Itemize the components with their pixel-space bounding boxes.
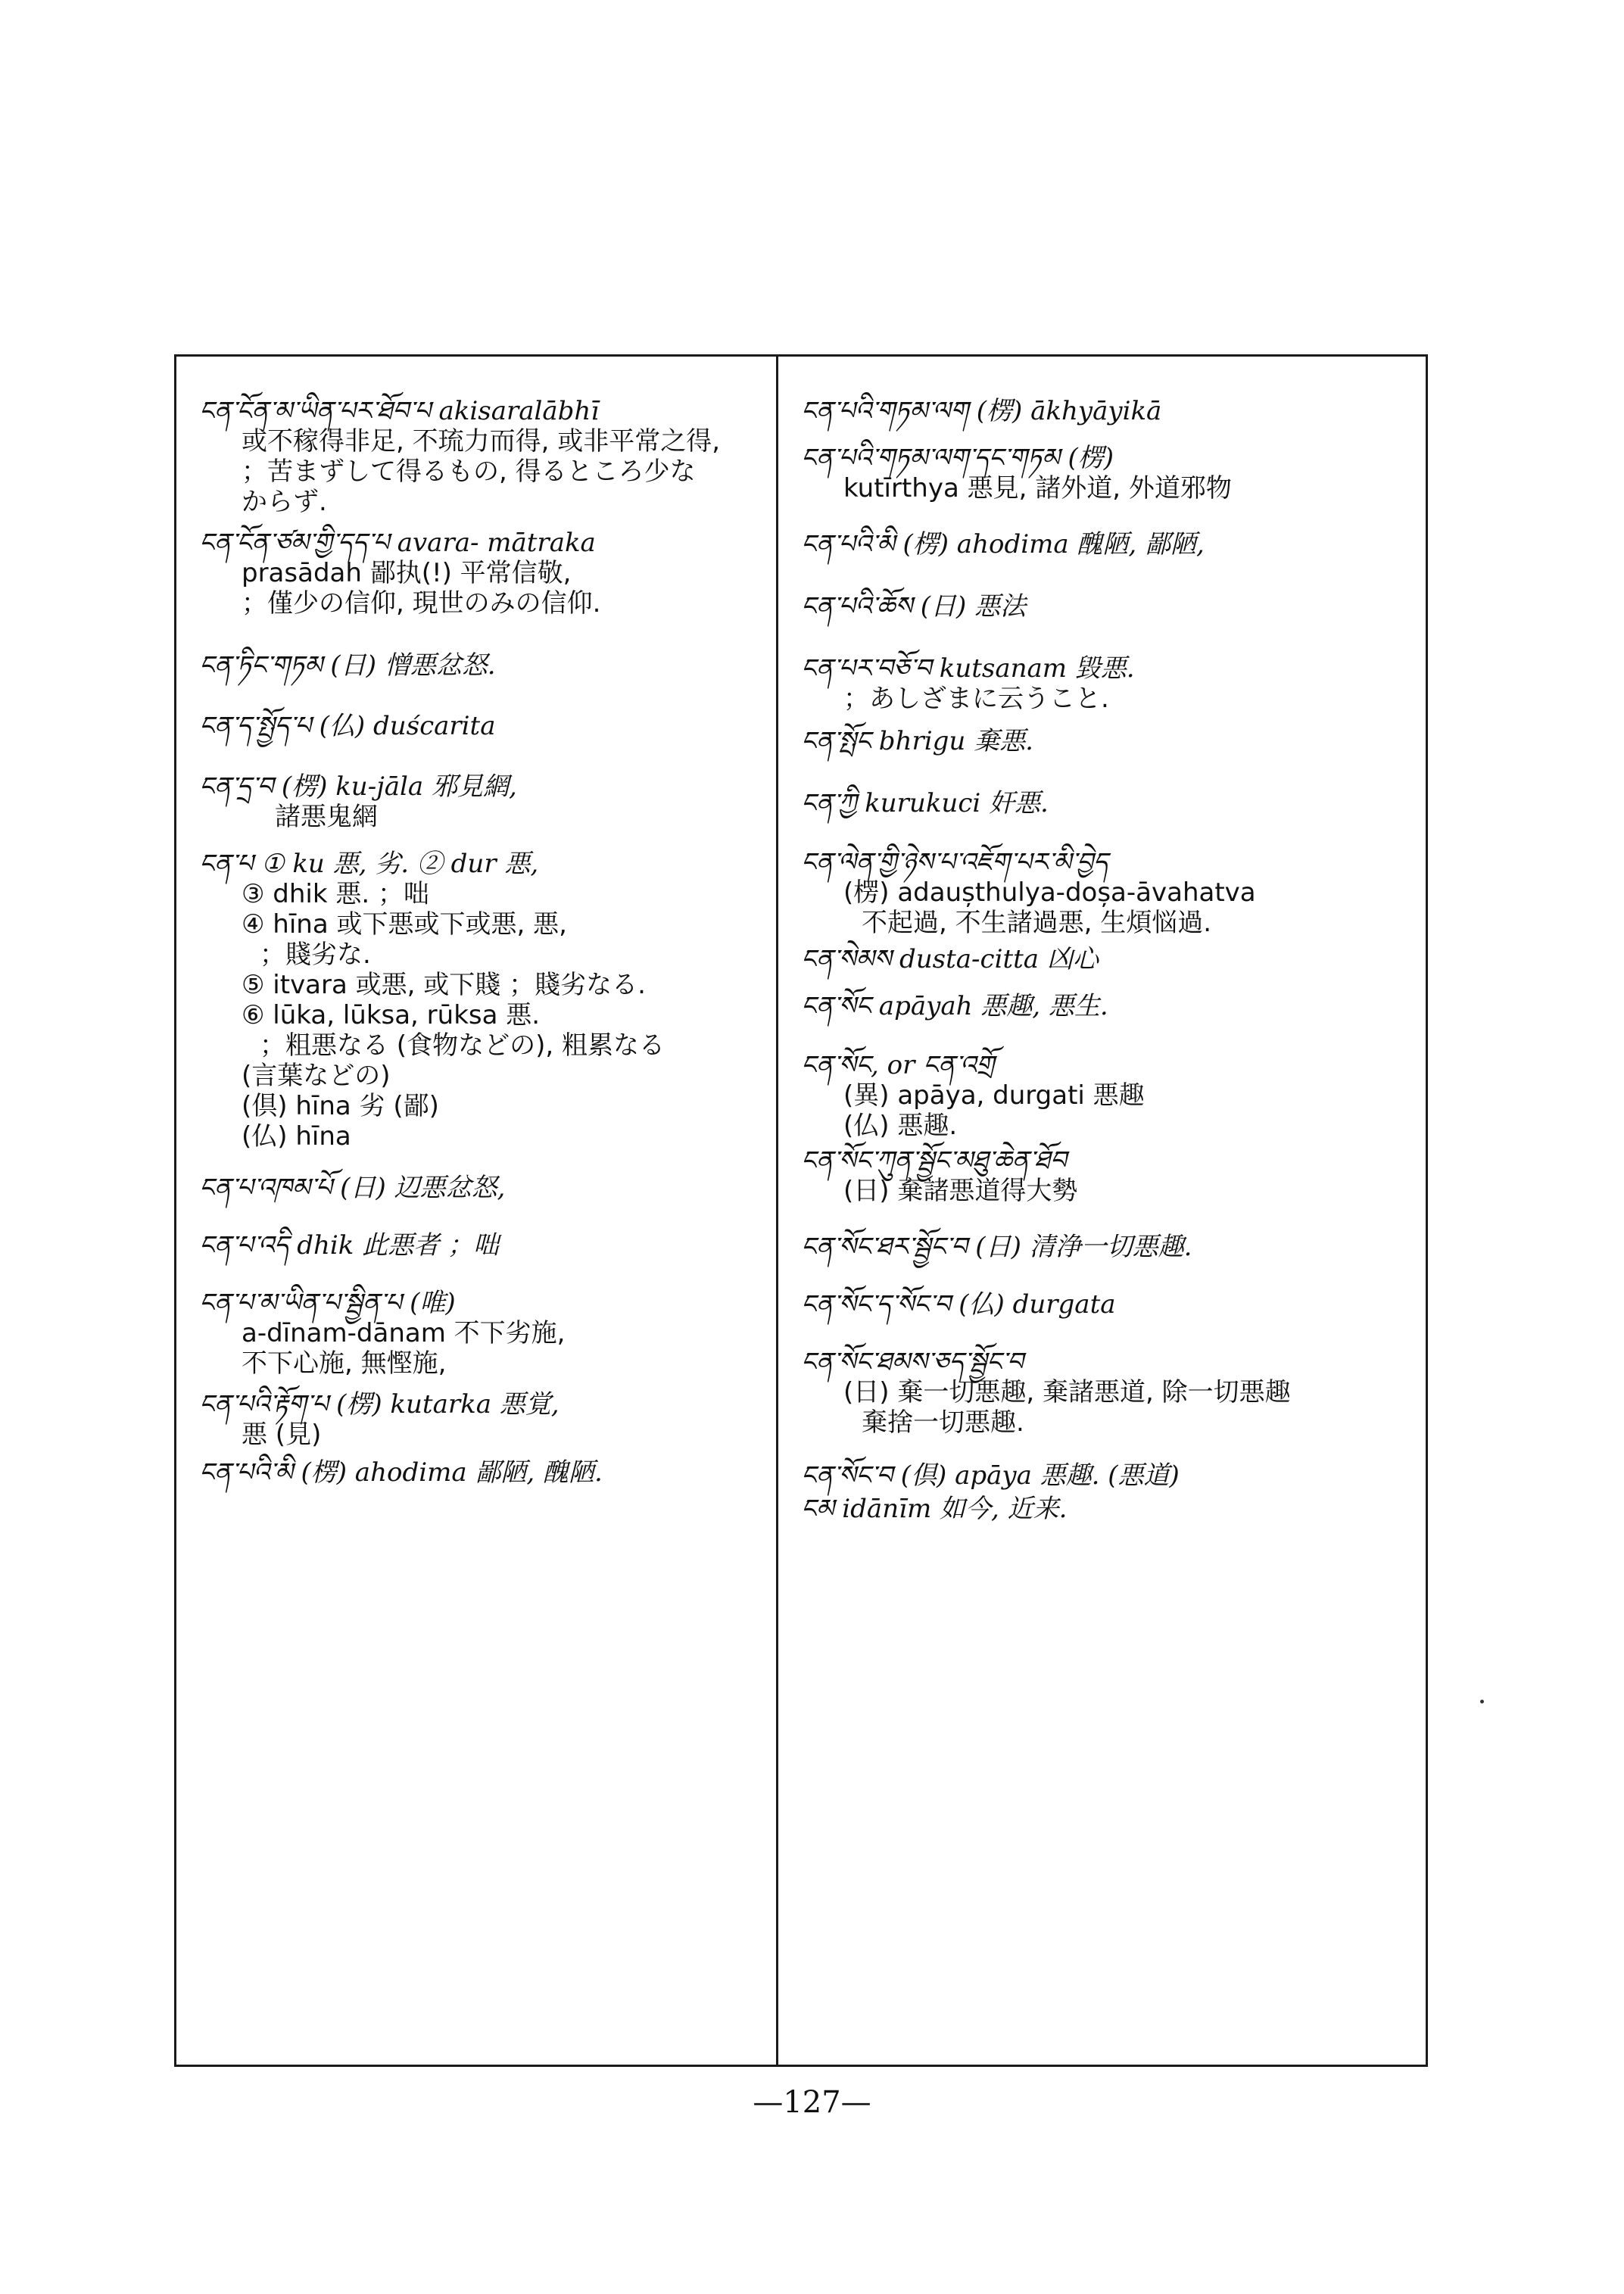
entry-definition-line: 悪 (見) (242, 1420, 322, 1450)
entry-headword: ངན་སོང་ཐམས་ཅད་སྦྱོང་བ (801, 1347, 1024, 1377)
dictionary-entry (801, 529, 1415, 559)
page-number: —127— (753, 2085, 871, 2120)
dictionary-entry (801, 991, 1415, 1021)
dictionary-entry (199, 849, 765, 1152)
dictionary-entry (801, 1289, 1415, 1320)
dictionary-page-frame (174, 354, 1428, 2067)
entry-definition-line: ；賤劣な. (260, 940, 371, 970)
dictionary-entry (199, 1288, 765, 1379)
entry-definition-line: kutīrthya 悪見, 諸外道, 外道邪物 (843, 473, 1232, 503)
dictionary-entry (199, 650, 765, 681)
entry-headword: ངན་སྤོང bhrigu 棄悪. (801, 726, 1033, 756)
entry-definition-line: ⑥ lūka, lūksa, rūksa 悪. (242, 1000, 541, 1030)
right-column (778, 357, 1426, 2065)
entry-headword: ངན་ལེན་གྱི་ཉེས་པ་འཇོག་པར་མི་བྱེད (801, 847, 1108, 877)
dictionary-entry (801, 1232, 1415, 1262)
dictionary-entry (199, 1457, 765, 1488)
entry-headword: ངན་ད་སྤྱོད་པ (仏) duścarita (199, 711, 496, 741)
entry-headword: ངན་པའི་གཏམ་ལག (楞) ākhyāyikā (801, 396, 1162, 426)
dictionary-entry (199, 396, 765, 517)
entry-definition-line: ；僅少の信仰, 現世のみの信仰. (242, 588, 601, 619)
entry-headword: ངན་སོང, or ངན་འགྲོ (801, 1050, 994, 1080)
entry-definition-line: ④ hīna 或下悪或下或悪, 悪, (242, 909, 567, 940)
entry-headword: ངན་དྲ་བ (楞) ku-jāla 邪見網, (199, 771, 517, 802)
entry-definition-line: ③ dhik 悪. ；咄 (242, 879, 429, 909)
dictionary-entry (801, 1145, 1415, 1206)
entry-definition-line: 不起過, 不生諸過悪, 生煩悩過. (862, 908, 1212, 938)
dictionary-entry (199, 711, 765, 741)
entry-headword: ངན་པའི་གཏམ་ལག་དང་གཏམ (楞) (801, 443, 1114, 473)
entry-headword: ངན་པ་འདི dhik 此悪者 ；咄 (199, 1230, 500, 1261)
entry-definition-line: 或不稼得非足, 不琉力而得, 或非平常之得, (242, 426, 721, 457)
entry-definition-line: 不下心施, 無慳施, (242, 1348, 447, 1379)
entry-headword: ངན་སོང་ཐར་སྦྱོང་བ (日) 清浄一切悪趣. (801, 1232, 1192, 1262)
entry-definition-line: (日) 棄一切悪趣, 棄諸悪道, 除一切悪趣 (843, 1377, 1291, 1407)
entry-headword: ངན་སོང་ཀུན་སྦྱོང་མཐུ་ཆེན་ཐོབ (801, 1145, 1067, 1176)
entry-definition-line: (日) 棄諸悪道得大勢 (843, 1176, 1078, 1206)
entry-headword: ངན་ངོན་ཙམ་གྱི་དད་པ avara- mātraka (199, 528, 596, 558)
dictionary-entry (801, 1460, 1415, 1491)
entry-definition-line: a-dīnam-dānam 不下劣施, (242, 1318, 566, 1348)
entry-headword: ངན་པ་འཁམ་པོ (日) 辺悪忿怒, (199, 1173, 506, 1203)
entry-headword: ངན་སོང apāyah 悪趣, 悪生. (801, 991, 1108, 1021)
entry-definition-line: からず. (242, 487, 327, 517)
entry-headword: ངན་པ ① ku 悪, 劣. ② dur 悪, (199, 849, 539, 879)
entry-definition-line: (異) apāya, durgati 悪趣 (843, 1080, 1145, 1111)
entry-definition-line: (仏) 悪趣. (843, 1111, 958, 1141)
dictionary-entry (801, 788, 1415, 818)
entry-definition-line: (楞) adaușthulya-doșa-āvahatva (843, 877, 1256, 908)
entry-definition-line: prasādah 鄙执(!) 平常信敬, (242, 558, 572, 588)
entry-headword: ངམ idānīm 如今, 近来. (801, 1494, 1068, 1524)
dictionary-entry (801, 944, 1415, 974)
dictionary-entry (801, 591, 1415, 622)
entry-definition-line: ；粗悪なる (食物などの), 粗累なる (260, 1030, 665, 1061)
dictionary-entry (199, 1389, 765, 1450)
dictionary-entry (199, 771, 765, 832)
entry-definition-line: ；あしざまに云うこと. (843, 684, 1109, 714)
dictionary-entry (801, 1494, 1415, 1524)
entry-definition-line: (倶) hīna 劣 (鄙) (242, 1091, 439, 1121)
dictionary-entry (801, 726, 1415, 756)
entry-headword: ངན་ཏིང་གཏམ (日) 憎悪忿怒. (199, 650, 496, 681)
dictionary-entry (801, 443, 1415, 503)
dictionary-entry (801, 396, 1415, 426)
entry-headword: ངན་པར་བཅོ་བ kutsanam 毀悪. (801, 653, 1135, 684)
entry-headword: ངན་པའི་རྟོག་པ (楞) kutarka 悪覚, (199, 1389, 560, 1420)
entry-headword: ངན་སོང་ད་སོང་བ (仏) durgata (801, 1289, 1116, 1320)
left-column (176, 357, 778, 2065)
entry-definition-line: 棄捨一切悪趣. (862, 1407, 1024, 1438)
dictionary-entry (801, 653, 1415, 714)
entry-headword: ངན་ངོན་མ་ཡིན་པར་ཐོབ་པ akisaralābhī (199, 396, 600, 426)
entry-definition-line: 諸悪鬼網 (275, 802, 378, 832)
dictionary-entry (199, 1230, 765, 1261)
dictionary-entry (801, 1050, 1415, 1141)
dictionary-entry (801, 847, 1415, 938)
entry-headword: ངན་སེམས dusta-citta 凶心 (801, 944, 1099, 974)
entry-headword: ངན་པའི་ཆོས (日) 悪法 (801, 591, 1027, 622)
dictionary-entry (199, 1173, 765, 1203)
entry-headword: ངན་པའི་མི (楞) ahodima 醜陋, 鄙陋, (801, 529, 1205, 559)
entry-definition-line: (言葉などの) (242, 1061, 391, 1091)
entry-definition-line: (仏) hīna (242, 1121, 351, 1152)
entry-headword: ངན་སོང་བ (倶) apāya 悪趣. (悪道) (801, 1460, 1180, 1491)
entry-definition-line: ；苦まずして得るもの, 得るところ少な (242, 457, 696, 487)
scan-speck (1480, 1700, 1484, 1703)
entry-headword: ངན་པ་མ་ཡིན་པ་སྦྱིན་པ (唯) (199, 1288, 456, 1318)
entry-definition-line: ⑤ itvara 或悪, 或下賤 ；賤劣なる. (242, 970, 646, 1000)
entry-headword: ངན་པའི་མི (楞) ahodima 鄙陋, 醜陋. (199, 1457, 603, 1488)
dictionary-entry (199, 528, 765, 619)
entry-headword: ངན་ཀྱི kurukuci 奸悪. (801, 788, 1049, 818)
dictionary-entry (801, 1347, 1415, 1438)
